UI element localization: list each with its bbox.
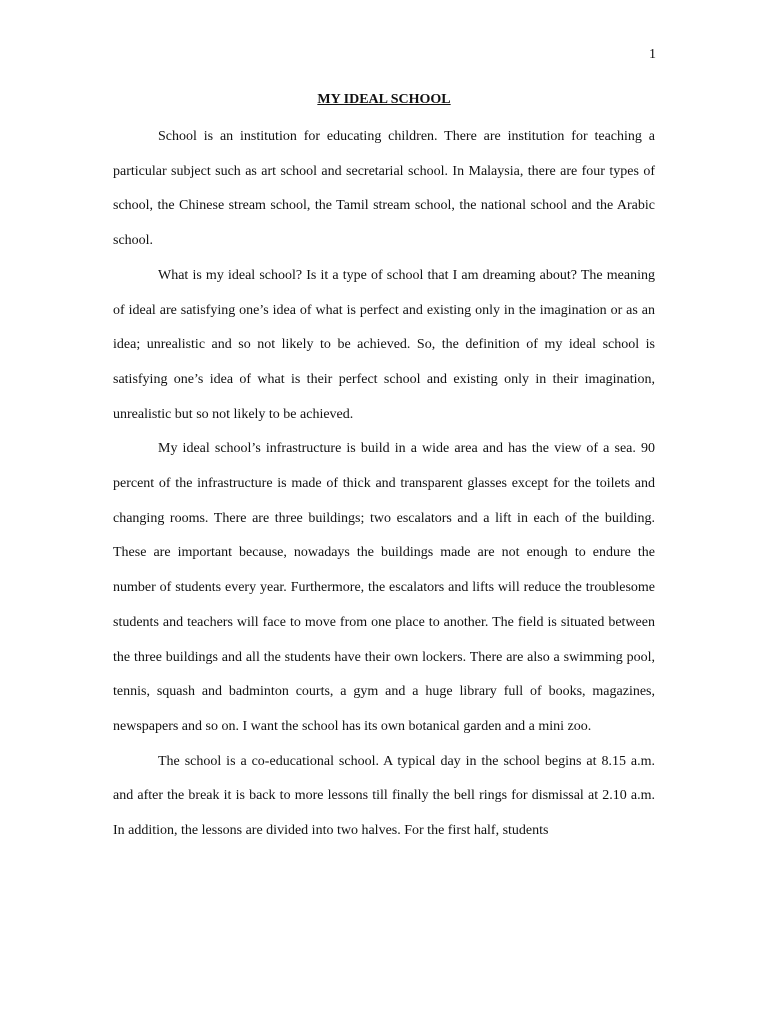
paragraph: School is an institution for educating children. There are institution for teaching a particular subject such as art school and secretarial school. In Malaysia, there are four types of school, the Chinese stream school, the Tamil stream school, the national school and the Arabic school. bbox=[113, 129, 655, 249]
page-number: 1 bbox=[649, 47, 656, 62]
document-title: MY IDEAL SCHOOL bbox=[317, 92, 451, 107]
paragraph: What is my ideal school? Is it a type of school that I am dreaming about? The meaning of ideal are satisfying one’s idea of what is perfect and existing only in the imagination or as an idea; unrealistic and so not likely to be achieved. So, the definition of my ideal school is satisfying one’s idea of what is their perfect school and existing only in their imagination, unrealistic but so not likely to be achieved. bbox=[113, 267, 655, 422]
document-body bbox=[113, 120, 655, 849]
paragraph: The school is a co-educational school. A typical day in the school begins at 8.15 a.m. and after the break it is back to more lessons till finally the bell rings for dismissal at 2.10 a.m. In addition, the lessons are divided into two halves. For the first half, students bbox=[113, 753, 655, 839]
paragraph: My ideal school’s infrastructure is build in a wide area and has the view of a sea. 90 percent of the infrastructure is made of thick and transparent glasses except for the toilets and changing rooms. There are three buildings; two escalators and a lift in each of the building. These are important because, nowadays the buildings made are not enough to endure the number of students every year. Furthermore, the escalators and lifts will reduce the troublesome students and teachers will face to move from one place to another. The field is situated between the three buildings and all the students have their own lockers. There are also a swimming pool, tennis, squash and badminton courts, a gym and a huge library full of books, magazines, newspapers and so on. I want the school has its own botanical garden and a mini zoo. bbox=[113, 441, 655, 734]
